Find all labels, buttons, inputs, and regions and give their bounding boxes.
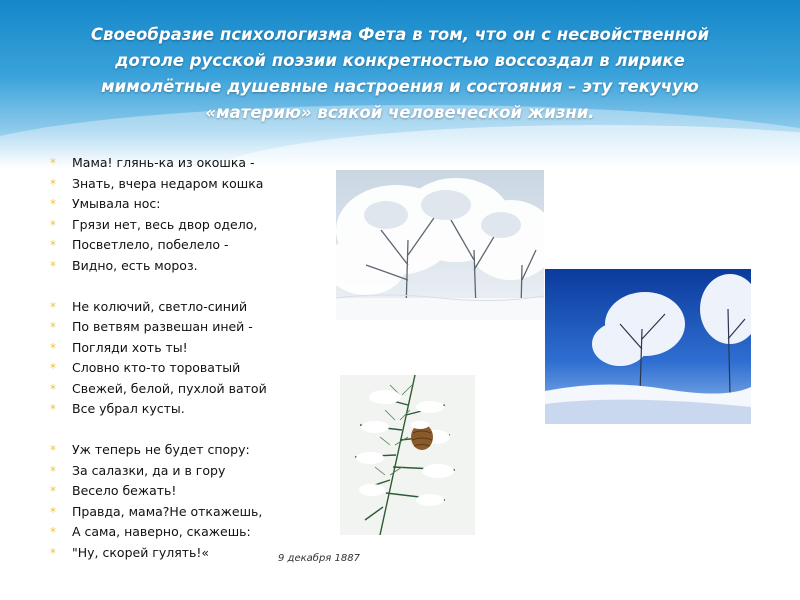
stanza-gap <box>46 420 376 441</box>
bullet-marker: * <box>50 340 56 355</box>
poem-line-text: Не колючий, светло-синий <box>72 298 248 314</box>
bullet-marker: * <box>50 176 56 191</box>
poem-line <box>46 317 376 338</box>
poem-line <box>46 481 376 502</box>
bullet-marker: * <box>50 238 56 252</box>
poem-line <box>46 174 376 195</box>
bullet-marker: * <box>50 197 56 211</box>
poem-date: 9 декабря 1887 <box>278 553 360 564</box>
bullet-marker: * <box>50 484 56 498</box>
bullet-marker: * <box>50 156 56 170</box>
poem-line <box>46 297 376 318</box>
bullet-marker: * <box>50 381 56 396</box>
poem-line <box>46 256 376 277</box>
bullet-marker: * <box>50 320 56 334</box>
poem-line-text: Уж теперь не будет спору: <box>72 442 250 457</box>
poem-line <box>46 379 376 400</box>
poem-line <box>46 461 376 482</box>
snowy-pine-branch-image <box>340 375 475 535</box>
bullet-marker: * <box>50 217 56 232</box>
blue-winter-landscape-image <box>545 269 751 424</box>
poem-line-text: Все убрал кусты. <box>72 401 185 416</box>
frosty-trees-image <box>336 170 544 320</box>
poem-line-text: Погляди хоть ты! <box>72 339 188 355</box>
bullet-marker: * <box>50 463 56 478</box>
stanza-gap <box>46 276 376 297</box>
poem-line <box>46 502 376 523</box>
poem-line-text: А сама, наверно, скажешь: <box>72 524 251 539</box>
poem-line-text: Словно кто-то тороватый <box>72 360 241 375</box>
poem-line-text: "Ну, скорей гулять!« <box>72 544 210 560</box>
poem-line <box>46 358 376 379</box>
poem-line <box>46 235 376 256</box>
poem-line-text: Грязи нет, весь двор одело, <box>72 216 258 232</box>
poem-line-text: Свежей, белой, пухлой ватой <box>72 380 267 396</box>
poem-line <box>46 215 376 236</box>
bullet-marker: * <box>50 443 56 457</box>
bullet-marker: * <box>50 361 56 375</box>
bullet-marker: * <box>50 525 56 539</box>
poem-line-text: Мама! глянь-ка из окошка - <box>72 155 255 170</box>
poem-line-text: Умывала нос: <box>72 196 161 211</box>
slide-title: Своеобразие психологизма Фета в том, что он с несвойственной дотоле русской поэзии конкретностью воссоздал в лирике мимолётные душевные настроения и состояния – эту текучую «материю» всякой человеческой жизни. <box>90 25 710 122</box>
poem-line <box>46 194 376 215</box>
bullet-marker: * <box>50 299 56 314</box>
bullet-marker: * <box>50 545 56 560</box>
bullet-marker: * <box>50 402 56 416</box>
poem-line-text: По ветвям развешан иней - <box>72 319 253 334</box>
poem-line <box>46 399 376 420</box>
poem-line-text: Знать, вчера недаром кошка <box>72 175 264 191</box>
poem-line-text: Весело бежать! <box>72 483 177 498</box>
poem-line <box>46 338 376 359</box>
poem-line-text: Видно, есть мороз. <box>72 257 198 273</box>
poem-line-text: Правда, мама?Не откажешь, <box>72 503 263 519</box>
bullet-marker: * <box>50 258 56 273</box>
poem-line <box>46 440 376 461</box>
bullet-marker: * <box>50 504 56 519</box>
poem-line <box>46 522 376 543</box>
poem-line-text: Посветлело, побелело - <box>72 237 229 252</box>
poem-line <box>46 153 376 174</box>
poem-line-text: За салазки, да и в гору <box>72 462 226 478</box>
poem-list <box>46 153 376 563</box>
